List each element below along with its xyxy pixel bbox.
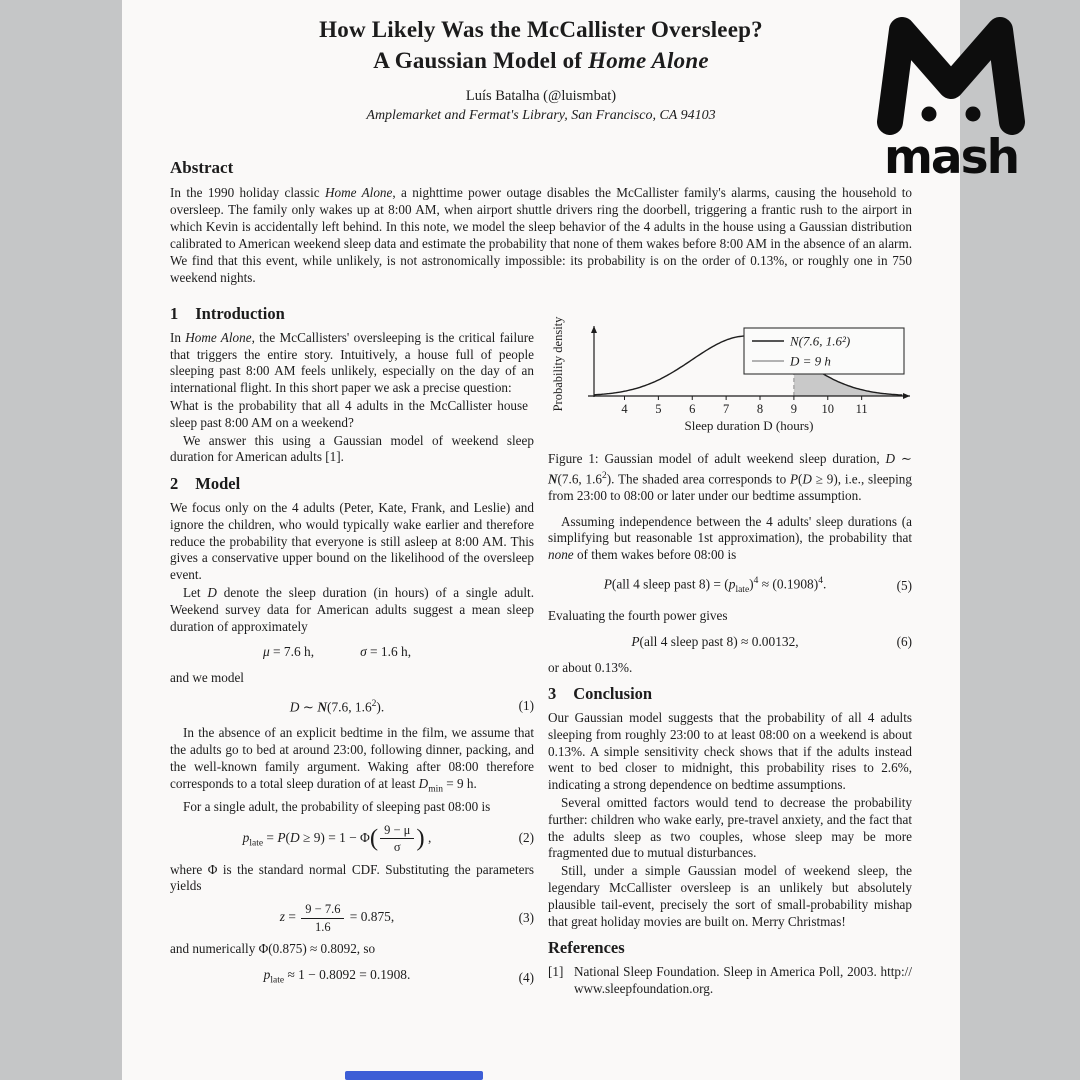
svg-text:Sleep duration D (hours): Sleep duration D (hours) [684,418,814,433]
reference-item-1 [548,964,912,998]
section-heading-introduction: 1 Introduction [170,304,285,323]
right-column [548,306,912,998]
section-heading-model: 2 Model [170,474,241,494]
model-paragraph-2: Let D denote the sleep duration (in hours) of a single adult. Weekend survey data for American adults suggest a mean sleep duration of approximately [170,584,534,634]
intro-question-block: What is the probability that all 4 adults in the McCallister house sleep past 8:00 AM on a weekend? [170,397,528,430]
equation-6: P(all 4 sleep past 8) ≈ 0.00132, (6) [631,633,912,649]
intro-paragraph-1: In Home Alone, the McCallisters' oversleeping is the critical failure that triggers the entire story. Intuitively, a house full of people sleeping past 8:00 AM feels unlikely, especially on the day of an international flight. In this short paper we ask a precise question: [170,329,534,396]
equation-5: P(all 4 sleep past $8) = (p_{late})^4 \approx (0.1908)^4$. (5) [603,575,912,596]
mash-wordmark: mash [883,130,1019,185]
paper-title [122,14,960,76]
paper-page [122,0,960,1080]
reference-label: [1] [548,964,564,980]
two-column-body [170,306,912,998]
paper-title-line2: A Gaussian Model of Home Alone [373,48,709,73]
svg-text:5: 5 [655,402,662,416]
equation-1: D ∼ N(7.6, $1.6^2$). (1) [289,697,534,715]
conclusion-paragraph-2: Several omitted factors would tend to decrease the probability further: children who wake early, pre-travel anxiety, and the fact that the adults sleep as two couples, whose sleep may be more fragmented due to mutual disturbances. [548,795,912,861]
equation-4: $p_{late} \approx 1 - 0.8092 = 0.1908$. (4) [263,966,534,986]
svg-text:Probability density: Probability density [551,316,565,412]
equation-3: z = $\frac{9 - 7.6}{1.6}$ = 0.875, (3) [279,902,534,934]
gaussian-chart [548,310,912,440]
model-paragraph-3: In the absence of an explicit bedtime in the film, we assume that the adults go to bed at around 23:00, following dinner, packing, and the well-known family argument. Waking after 08:00 therefore corresponds to a total sleep duration of at least $D_{min} = 9$ h. [170,725,534,795]
figure-1-caption: Figure 1: Gaussian model of adult weekend sleep duration, D ∼ N(7.6, $1.6^2$). The shaded area corresponds to P(D ≥ 9), i.e., sleeping from 23:00 to 08:00 or later under our bedtime assumption. [548,450,912,503]
svg-text:6: 6 [689,402,696,416]
affiliation-line: Amplemarket and Fermat's Library, San Francisco, CA 94103 [366,108,716,123]
conclusion-paragraph-3: Still, under a simple Gaussian model of weekend sleep, the legendary McCallister oversleep is an unlikely but absolutely plausible tail-event, precisely the sort of small-probability mishap that great holiday movies are built on. Merry Christmas! [548,863,912,929]
model-and-we-model: and we model [170,670,244,686]
abstract-section [170,158,912,286]
svg-text:10: 10 [821,402,835,416]
conclusion-paragraph-1: Our Gaussian model suggests that the probability of all 4 adults sleeping from roughly 23:00 to at least 08:00 on a weekend is about 0.13%. A simple sensitivity check shows that if the adults instead went to bed closer to midnight, this probability rises to 2.6%, indicating a strong dependence on bedtime assumptions. [548,710,912,793]
section-heading-conclusion: 3 Conclusion [548,684,653,704]
svg-text:D = 9 h: D = 9 h [790,353,831,369]
equation-2: $p_{late} = P(D \ge 9) = 1 - \Phi$( $\frac{9 - \mu}{\sigma}$ ) , (2) [242,822,534,855]
bottom-blue-bar [345,1071,483,1080]
svg-text:N(7.6, 1.6²): N(7.6, 1.6²) [790,333,851,349]
mash-logo-left-eye-icon [922,107,937,122]
abstract-heading: Abstract [170,158,234,177]
results-paragraph-2: Evaluating the fourth power gives [548,607,728,623]
reference-text: National Sleep Foundation. Sleep in America Poll, 2003. http:// www.sleepfoundation.org. [574,964,912,997]
model-paragraph-4: For a single adult, the probability of sleeping past 08:00 is [183,799,491,815]
author-line: Luís Batalha (@luismbat) [465,88,617,104]
mash-m-icon [873,6,1029,141]
paper-title-line1: How Likely Was the McCallister Oversleep? [319,17,763,42]
model-paragraph-5: where Φ is the standard normal CDF. Substituting the parameters yields [170,861,534,894]
left-column [170,306,534,998]
results-paragraph-3: or about 0.13%. [548,659,633,675]
svg-text:7: 7 [723,402,730,416]
paper-title-italic-part: Home Alone [588,48,709,73]
svg-text:4: 4 [621,402,628,416]
svg-text:8: 8 [756,402,764,416]
equation-mu-sigma: μ = 7.6 h, σ = 1.6 h, [262,644,412,660]
model-paragraph-1: We focus only on the 4 adults (Peter, Kate, Frank, and Leslie) and ignore the children, who would typically wake earlier and therefore reduce the probability that everyone is still asleep at 8:00 AM. This gives a conservative upper bound on the likelihood of the oversleep event. [170,499,534,583]
abstract-body: In the 1990 holiday classic Home Alone, a nighttime power outage disables the McCallister family's alarms, causing the household to oversleep. The family only wakes up at 8:00 AM, when airport shuttle drivers ring the doorbell, triggering a frantic rush to the airport in which Kevin is accidentally left behind. In this note, we model the sleep behavior of the 4 adults in the house using a Gaussian distribution calibrated to American weekend sleep data and estimate the probability that none of them wakes before 8:00 AM in the absence of an alarm. We find that this event, while unlikely, is not astronomically impossible: its probability is on the order of 0.13%, or roughly one in 750 weekend nights. [170,185,912,285]
references-heading: References [548,938,625,958]
intro-paragraph-2: We answer this using a Gaussian model of weekend sleep duration for American adults [1]. [170,432,534,465]
svg-text:9: 9 [790,402,798,416]
svg-text:11: 11 [855,402,868,416]
mash-logo [873,6,1029,186]
results-paragraph-1: Assuming independence between the 4 adults' sleep durations (a simplifying but reasonable 1st approximation), the probability that none of them wakes before 08:00 is [548,513,912,563]
model-paragraph-6: and numerically Φ(0.875) ≈ 0.8092, so [170,940,376,956]
figure-1 [548,310,912,445]
mash-logo-right-eye-icon [966,107,981,122]
